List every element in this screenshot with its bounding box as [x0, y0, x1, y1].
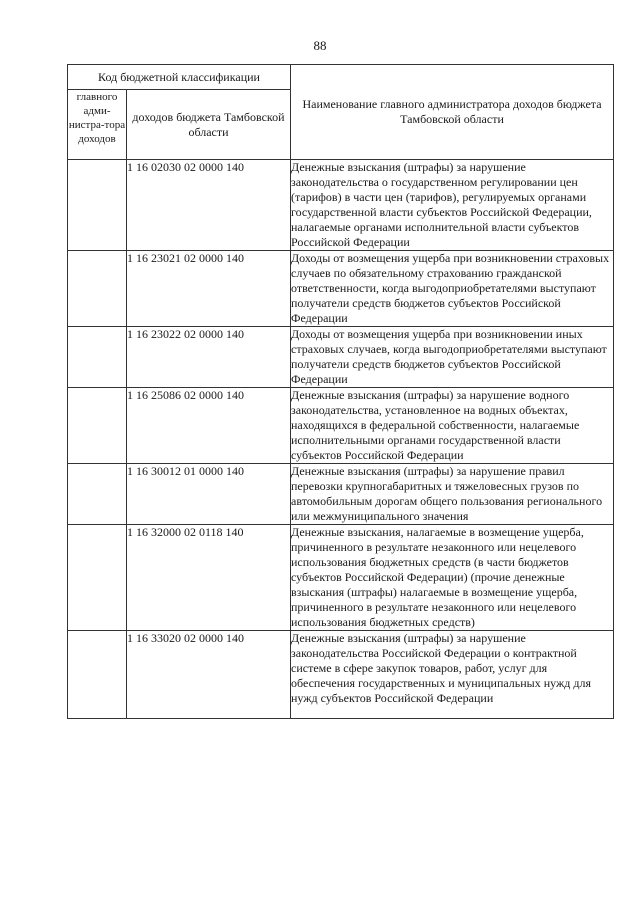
table-row: [68, 327, 614, 388]
classification-code-header: Код бюджетной классификации: [68, 65, 291, 90]
income-code-cell: 1 16 25086 02 0000 140: [127, 388, 291, 464]
income-code-cell: 1 16 23021 02 0000 140: [127, 251, 291, 327]
table-row: [68, 525, 614, 631]
income-name-cell: Денежные взыскания (штрафы) за нарушение правил перевозки крупногабаритных и тяжеловесных грузов по автомобильным дорогам общего пользования регионального или межмуниципального значения: [291, 464, 614, 525]
income-name-cell: Денежные взыскания (штрафы) за нарушение законодательства о государственном регулировании цен (тарифов) в части цен (тарифов), регулируемых органами государственной власти субъектов Российской Федерации, налагаемые органами исполнительной власти субъектов Российской Федерации: [291, 160, 614, 251]
administrator-name-header: Наименование главного администратора доходов бюджета Тамбовской области: [291, 65, 614, 160]
income-name-cell: Доходы от возмещения ущерба при возникновении иных страховых случаев, когда выгодоприобретателями выступают получатели средств бюджетов субъектов Российской Федерации: [291, 327, 614, 388]
budget-classification-table: [67, 64, 614, 719]
income-name-cell: Денежные взыскания (штрафы) за нарушение законодательства Российской Федерации о контрактной системе в сфере закупок товаров, работ, услуг для обеспечения государственных и муниципальных нужд для нужд субъектов Российской Федерации: [291, 631, 614, 719]
income-code-cell: 1 16 32000 02 0118 140: [127, 525, 291, 631]
regional-income-header: доходов бюджета Тамбовской области: [127, 90, 291, 160]
income-code-cell: 1 16 33020 02 0000 140: [127, 631, 291, 719]
chief-administrator-header: главного адми-нистра-тора доходов: [68, 90, 127, 160]
admin-code-cell: [68, 464, 127, 525]
table-row: [68, 388, 614, 464]
table-row: [68, 251, 614, 327]
table-row: [68, 160, 614, 251]
admin-code-cell: [68, 160, 127, 251]
admin-code-cell: [68, 327, 127, 388]
income-name-cell: Денежные взыскания (штрафы) за нарушение водного законодательства, установленное на водных объектах, находящихся в федеральной собственности, налагаемые исполнительными органами государственной власти субъектов Российской Федерации: [291, 388, 614, 464]
income-code-cell: 1 16 02030 02 0000 140: [127, 160, 291, 251]
admin-code-cell: [68, 525, 127, 631]
income-name-cell: Доходы от возмещения ущерба при возникновении страховых случаев по обязательному страхованию гражданской ответственности, когда выгодоприобретателями выступают получатели средств бюджетов субъектов Российской Федерации: [291, 251, 614, 327]
admin-code-cell: [68, 388, 127, 464]
table-row: [68, 631, 614, 719]
income-code-cell: 1 16 23022 02 0000 140: [127, 327, 291, 388]
income-code-cell: 1 16 30012 01 0000 140: [127, 464, 291, 525]
table-row: [68, 464, 614, 525]
page-number: 88: [313, 38, 327, 53]
admin-code-cell: [68, 251, 127, 327]
admin-code-cell: [68, 631, 127, 719]
income-name-cell: Денежные взыскания, налагаемые в возмещение ущерба, причиненного в результате незаконного или нецелевого использования бюджетных средств (в части бюджетов субъектов Российской Федерации) (прочие денежные взыскания (штрафы) налагаемые в возмещение ущерба, причиненного в результате незаконного или нецелевого использования бюджетных средств): [291, 525, 614, 631]
